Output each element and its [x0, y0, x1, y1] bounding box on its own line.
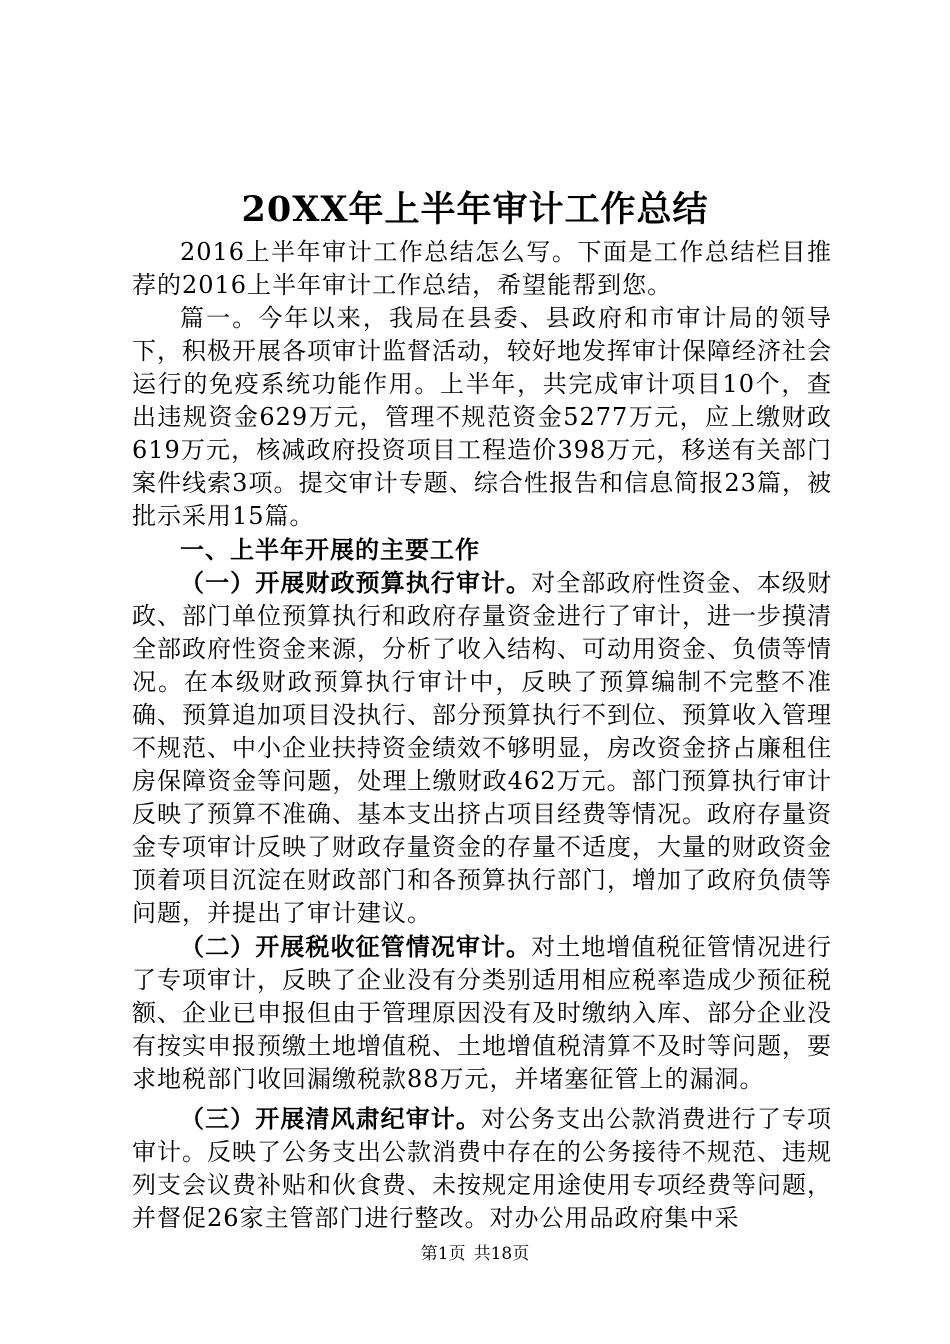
document-title: 20XX年上半年审计工作总结 [241, 189, 709, 230]
intro-paragraph: 2016上半年审计工作总结怎么写。下面是工作总结栏目推荐的2016上半年审计工作总结，希望能帮到您。 [132, 238, 832, 299]
item-3-text: 对公务支出公款消费进行了专项审计。反映了公务支出公款消费中存在的公务接待不规范、违规列支会议费补贴和伙食费、未按规定用途使用专项经费等问题，并督促26家主管部门进行整改。对办公用品政府集中采 [132, 1105, 833, 1232]
page-total: 共18页 [473, 1244, 530, 1264]
item-1-heading: （一）开展财政预算执行审计。 [180, 568, 532, 597]
item-1-paragraph [132, 566, 832, 930]
page-footer [0, 1242, 950, 1266]
page-number: 第1页 [420, 1244, 466, 1264]
section-heading: 一、上半年开展的主要工作 [180, 535, 480, 564]
item-2-heading: （二）开展税收征管情况审计。 [180, 932, 532, 961]
document-body [132, 236, 832, 1235]
item-2-text: 对土地增值税征管情况进行了专项审计，反映了企业没有分类别适用相应税率造成少预征税额、企业已申报但由于管理原因没有及时缴纳入库、部分企业没有按实申报预缴土地增值税、土地增值税清算不及时等问题，要求地税部门收回漏缴税款88万元，并堵塞征管上的漏洞。 [132, 933, 833, 1093]
item-3-heading: （三）开展清风肃纪审计。 [180, 1104, 481, 1133]
item-3-paragraph [132, 1102, 832, 1235]
paragraph-1: 篇一。今年以来，我局在县委、县政府和市审计局的领导下，积极开展各项审计监督活动，较好地发挥审计保障经济社会运行的免疫系统功能作用。上半年，共完成审计项目10个，查出违规资金629万元，管理不规范资金5277万元，应上缴财政619万元，核减政府投资项目工程造价398万元，移送有关部门案件线索3项。提交审计专题、综合性报告和信息简报23篇，被批示采用15篇。 [132, 304, 832, 530]
item-1-text: 对全部政府性资金、本级财政、部门单位预算执行和政府存量资金进行了审计，进一步摸清全部政府性资金来源，分析了收入结构、可动用资金、负债等情况。在本级财政预算执行审计中，反映了预算编制不完整不准确、预算追加项目没执行、部分预算执行不到位、预算收入管理不规范、中小企业扶持资金绩效不够明显，房改资金挤占廉租住房保障资金等问题，处理上缴财政462万元。部门预算执行审计反映了预算不准确、基本支出挤占项目经费等情况。政府存量资金专项审计反映了财政存量资金的存量不适度，大量的财政资金顶着项目沉淀在财政部门和各预算执行部门，增加了政府负债等问题，并提出了审计建议。 [132, 569, 833, 927]
item-2-paragraph [132, 930, 832, 1096]
